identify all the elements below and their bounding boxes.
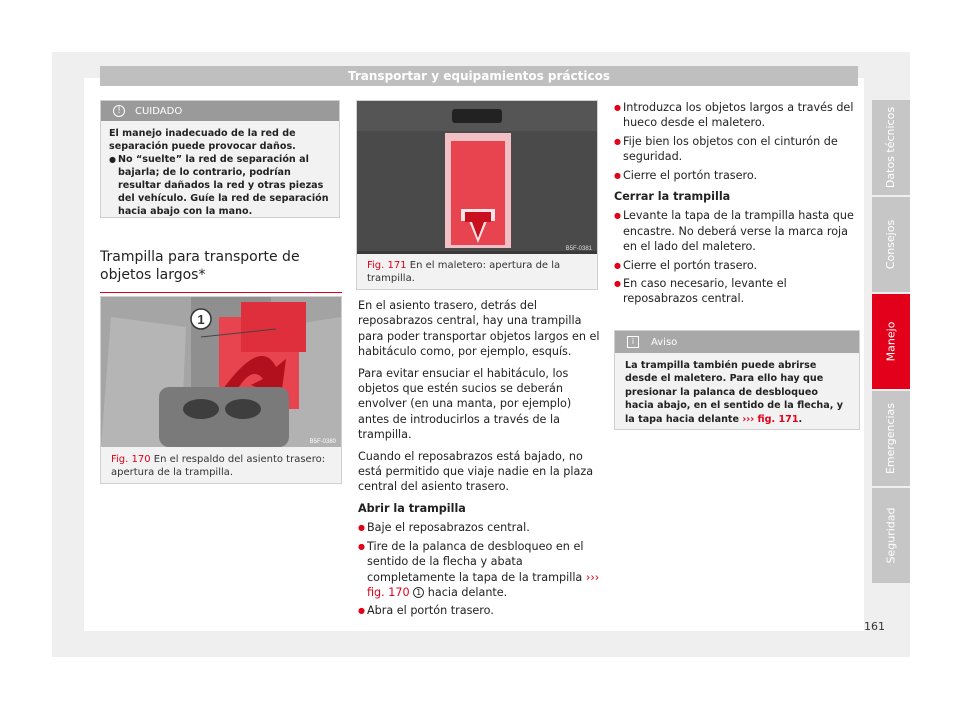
middle-column [358,298,602,622]
step-bullet: ● Baje el reposabrazos central. [358,520,602,535]
caution-box [100,100,340,218]
note-box [614,330,860,430]
note-title: Aviso [651,336,678,348]
tab-seguridad[interactable] [872,488,910,583]
tab-consejos[interactable] [872,197,910,292]
chapter-header: Transportar y equipamientos prácticos [100,66,858,86]
caution-title: CUIDADO [135,105,183,117]
tab-label: Seguridad [884,507,898,564]
step-text: Tire de la palanca de desbloqueo en el sentido de la flecha y abata completamente la tapa de la trampilla [367,539,584,584]
callout-marker: 1 [413,587,424,598]
figure-170-image [101,297,341,447]
right-column [614,100,860,310]
figure-170 [100,296,342,484]
figure-link[interactable]: ››› fig. 171 [742,413,799,425]
figure-171-caption [367,259,589,285]
note-body [615,353,859,432]
note-end: . [798,413,803,425]
page-number: 161 [864,620,885,633]
step-bullet: ● Abra el portón trasero. [358,603,602,618]
step-bullet: ● Levante la tapa de la trampilla hasta que encastre. No deberá verse la marca roja en el lado del maletero. [614,208,860,254]
figure-171-image [357,101,597,254]
subheading-abrir: Abrir la trampilla [358,501,466,515]
tab-label: Datos técnicos [884,106,898,189]
figure-170-callout: 1 [197,312,205,327]
figure-170-label: Fig. 170 [111,454,151,465]
subheading-cerrar: Cerrar la trampilla [614,190,731,204]
note-text: La trampilla también puede abrirse desde el maletero. Para ello hay que presionar la palanca de desbloqueo hacia abajo, en el sentido de la flecha, y la tapa hacia delante [625,360,843,425]
step-text: hacia delante. [427,585,508,599]
paragraph: En el asiento trasero, detrás del reposabrazos central, hay una trampilla para poder transportar objetos largos en el habitáculo como, por ejemplo, esquís. [358,299,600,359]
tab-emergencias[interactable] [872,391,910,486]
tab-label: Manejo [884,321,898,362]
figure-171 [356,100,598,290]
figure-171-label: Fig. 171 [367,260,407,271]
tab-label: Consejos [884,219,898,270]
tab-manejo[interactable] [872,294,910,389]
figure-170-code: B5F-0380 [309,439,336,445]
step-bullet: ● Fije bien los objetos con el cinturón de seguridad. [614,134,860,165]
figure-170-caption [111,453,333,479]
figure-link[interactable]: ››› fig. 170 [367,570,600,599]
step-bullet: ● Introduzca los objetos largos a través del hueco desde el maletero. [614,100,860,131]
figure-171-code: B5F-0381 [565,246,592,252]
figure-171-caption-text: En el maletero: apertura de la trampilla. [367,260,561,284]
paragraph: Cuando el reposabrazos está bajado, no está permitido que viaje nadie en la plaza central del asiento trasero. [358,449,594,494]
note-header [615,331,859,353]
caution-header [101,101,339,121]
step-bullet: ● Cierre el portón trasero. [614,258,860,273]
section-title: Trampilla para transporte de objetos largos* [100,248,342,293]
step-bullet [358,539,602,601]
tab-datos-tecnicos[interactable] [872,100,910,195]
bullet-icon: ● [109,155,116,164]
caution-text: El manejo inadecuado de la red de separación puede provocar daños. [109,128,296,152]
paragraph: Para evitar ensuciar el habitáculo, los objetos que estén sucios se deberán envolver (en una manta, por ejemplo) antes de introducirlos a través de la trampilla. [358,366,572,442]
tab-label: Emergencias [884,402,898,475]
step-bullet: ● En caso necesario, levante el reposabrazos central. [614,276,860,307]
step-bullet: ● Cierre el portón trasero. [614,168,860,183]
warning-icon: ! [113,105,125,117]
caution-bullet-text: No “suelte” la red de separación al bajarla; de lo contrario, podrían resultar dañados la red y otras piezas del vehículo. Guíe la red de separación hacia abajo con la mano. [118,154,329,217]
info-icon: i [627,336,639,348]
caution-body [101,121,339,224]
figure-170-caption-text: En el respaldo del asiento trasero: apertura de la trampilla. [111,454,326,478]
caution-bullet [109,153,331,218]
